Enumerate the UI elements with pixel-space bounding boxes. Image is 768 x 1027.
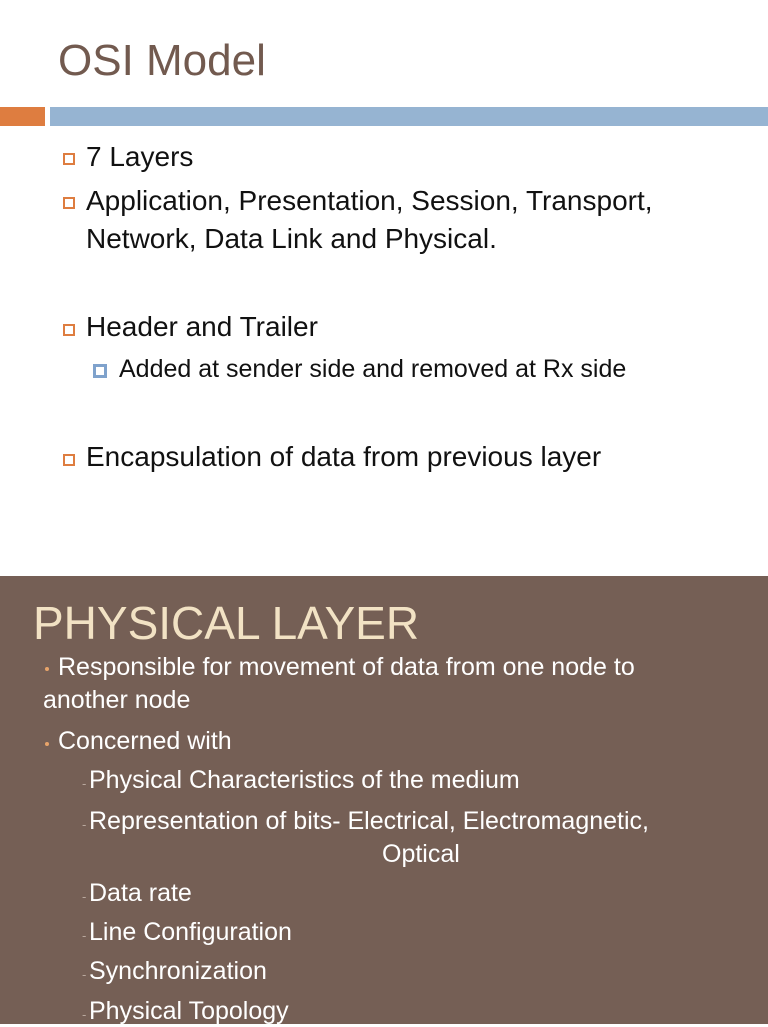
subpoint-text: Data rate — [89, 879, 192, 907]
dot-bullet-icon — [45, 742, 49, 746]
dash-bullet-icon: - — [82, 889, 87, 904]
dash-bullet-icon: - — [82, 776, 87, 791]
accent-bar-blue — [50, 107, 768, 126]
square-bullet-icon — [63, 153, 75, 165]
dash-bullet-icon: - — [82, 817, 87, 832]
bullet-text: Application, Presentation, Session, Transport, — [86, 185, 653, 216]
dot-bullet-icon — [45, 667, 49, 671]
slide-title: OSI Model — [58, 36, 266, 85]
accent-bar-orange — [0, 107, 45, 126]
subpoint-text: Physical Characteristics of the medium — [89, 766, 520, 794]
bullet-text: 7 Layers — [86, 141, 194, 172]
bullet-text: Responsible for movement of data from one node to — [58, 653, 635, 681]
square-bullet-icon — [63, 197, 75, 209]
slide-physical-layer — [0, 576, 768, 1024]
square-bullet-icon — [63, 454, 75, 466]
bullet-text: Concerned with — [58, 727, 232, 755]
dash-bullet-icon: - — [82, 967, 87, 982]
subpoint-text: Physical Topology — [89, 997, 289, 1025]
bullet-text: Encapsulation of data from previous layer — [86, 441, 602, 472]
subpoint-text: Line Configuration — [89, 918, 292, 946]
bullet-text-continued: another node — [43, 686, 191, 714]
sub-bullet-icon — [93, 364, 107, 378]
bullet-text: Header and Trailer — [86, 311, 318, 342]
dash-bullet-icon: - — [82, 1007, 87, 1022]
dash-bullet-icon: - — [82, 928, 87, 943]
sub-bullet-text: Added at sender side and removed at Rx side — [119, 355, 627, 383]
bullet-text-continued: Network, Data Link and Physical. — [86, 223, 497, 254]
square-bullet-icon — [63, 324, 75, 336]
subpoint-text: Representation of bits- Electrical, Electromagnetic, — [89, 807, 649, 835]
subpoint-text-continued: Optical — [382, 840, 460, 868]
slide-title: PHYSICAL LAYER — [33, 597, 420, 649]
subpoint-text: Synchronization — [89, 957, 267, 985]
